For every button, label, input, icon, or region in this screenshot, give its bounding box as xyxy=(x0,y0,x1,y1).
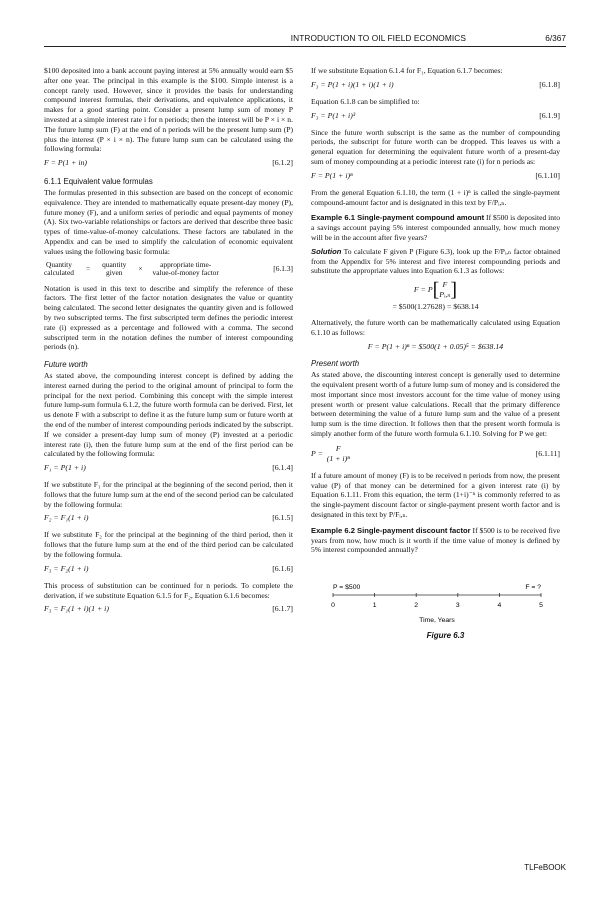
timeline-tick-label: 2 xyxy=(414,602,419,610)
equation-6-1-4: F₁ = P(1 + i) [6.1.4] xyxy=(44,463,293,473)
cash-flow-timeline xyxy=(311,581,560,629)
paragraph: Alternatively, the future worth can be mathematically calculated using Equation 6.1.10 as follows: xyxy=(311,317,560,337)
equation-6-1-11: P = F (1 + i)ⁿ [6.1.11] xyxy=(311,443,560,463)
subsection-heading: Future worth xyxy=(44,360,88,370)
paragraph: From the general Equation 6.1.10, the term (1 + i)ⁿ is called the single-payment compound-amount factor and is designated in this text by F/Pᵢ,ₙ. xyxy=(311,187,560,207)
page-number: 6/367 xyxy=(545,33,566,43)
paragraph: As stated above, the compounding interest concept is defined by adding the interest earned during the period to the original amount of principal to form the principal for the next period. Combining this concept with the simple interest future lump-sum formula 6.1.2, the future worth formula can be derived. First, let us denote F with a subscript to define it as the future lump sum or future worth at the end of the number of interest compounding periods indicated by the subscript. If we consider a present-day lump sum of money (P) invested at a periodic interest rate (i), then the future lump sum at the end of the first period can be calculated by the following formula: xyxy=(44,370,293,459)
solution: Solution To calculate F given P (Figure 6.3), look up the F/Pᵢ,ₙ factor obtained from the Appendix for 5% interest and five interest compounding periods and substitute the appropriate values into Equation 6.1.3 as follows: xyxy=(311,246,560,276)
solution-result: = $500(1.27628) = $638.14 xyxy=(392,302,479,312)
running-header xyxy=(44,32,566,47)
timeline-tick-label: 1 xyxy=(372,602,377,610)
footer-text: TLFeBOOK xyxy=(524,863,566,872)
timeline-tick-label: 0 xyxy=(331,602,335,610)
paragraph: This process of substitution can be continued for n periods. To complete the derivation, if we substitute Equation 6.1.5 for F₂, Equation 6.1.6 becomes: xyxy=(44,580,293,600)
f-label: F = ? xyxy=(525,584,541,592)
solution-equation: F = P [ F Pᵢ,ₙ ] xyxy=(413,279,458,302)
paragraph: If we substitute F₁ for the principal at the beginning of the second period, then it follows that the future lump sum at the end of the second period can be calculated by the following formula: xyxy=(44,480,293,509)
paragraph: Equation 6.1.8 can be simplified to: xyxy=(311,96,420,106)
paragraph: Notation is used in this text to describe and simplify the reference of these factors. The first letter of the factor notation designates the value or quantity being calculated. The second letter designates the quantity given and is followed by two subscripted terms. The first subscripted term defines the periodic interest rate (i) expressed as a percentage and followed with a comma. The second subscripted term in the notation defines the number of interest compounding periods (n). xyxy=(44,283,293,352)
right-column xyxy=(311,66,560,641)
timeline-tick-label: 5 xyxy=(539,602,543,610)
equation-6-1-10: F = P(1 + i)ⁿ [6.1.10] xyxy=(311,170,560,180)
subsection-heading: Present worth xyxy=(311,359,360,369)
equation-6-1-7: F₃ = F₁(1 + i)(1 + i) [6.1.7] xyxy=(44,604,293,614)
section-heading: 6.1.1 Equivalent value formulas xyxy=(44,177,153,187)
equation-6-1-8: F₃ = P(1 + i)(1 + i)(1 + i) [6.1.8] xyxy=(311,79,560,89)
equation-6-1-3: Quantity calculated = quantity given × appropriate time- value-of-money factor [6.1.3] xyxy=(44,259,293,278)
paragraph: If we substitute F₂ for the principal at the beginning of the third period, then it follows that the future lump sum at the end of the third period can be calculated by the following formula. xyxy=(44,530,293,560)
example-6-1: Example 6.1 Single-payment compound amount If $500 is deposited into a savings account paying 5% interest compounded annually, how much money will be in the account after five years? xyxy=(311,213,560,242)
paragraph: If a future amount of money (F) is to be received n periods from now, the present value (P) of that money can be determined for a given interest rate (i) by Equation 6.1.11. From this equation, the term (1+i)⁻ⁿ is commonly referred to as the single-payment discount factor or single-payment present worth factor and is designated in this text by P/Fᵢ,ₙ. xyxy=(311,470,560,519)
equation-6-1-6: F₃ = F₂(1 + i) [6.1.6] xyxy=(44,563,293,573)
alternative-equation: F = P(1 + i)ⁿ = $500(1 + 0.05)⁵ = $638.14 xyxy=(367,341,504,351)
timeline-tick-label: 3 xyxy=(455,602,460,610)
axis-label: Time, Years xyxy=(419,617,455,625)
timeline-tick-label: 4 xyxy=(497,602,502,610)
header-title: INTRODUCTION TO OIL FIELD ECONOMICS xyxy=(290,33,466,43)
p-label: P = $500 xyxy=(333,584,361,592)
paragraph: If we substitute Equation 6.1.4 for F₁, Equation 6.1.7 becomes: xyxy=(311,66,503,75)
paragraph: Since the future worth subscript is the same as the number of compounding periods, the subscript for future worth can be dropped. This leaves us with a general equation for determining the equivalent future worth of a present-day sum of money compounding at a periodic interest rate (i) for n periods as: xyxy=(311,127,560,166)
paragraph: $100 deposited into a bank account paying interest at 5% annually would earn $5 after one year. The principal in this example is the $100. Simple interest is a concept rarely used. However, since it provides the basis for understanding compound interest formulas, their derivations, and equivalence applications, it makes for a good starting point. Consider a present lump sum of money P invested at a simple interest rate i for n periods; then the interest will be P × i × n. The future lump sum (F) at the end of n periods will be the present lump sum (P) plus the interest (P × i × n). The future lump sum can be calculated using the following formula: xyxy=(44,66,293,154)
left-column xyxy=(44,66,293,621)
equation-6-1-2: F = P(1 + in) [6.1.2] xyxy=(44,158,293,168)
figure-caption: Figure 6.3 xyxy=(426,631,465,641)
equation-6-1-5: F₂ = F₁(1 + i) [6.1.5] xyxy=(44,513,293,523)
equation-6-1-9: F₃ = P(1 + i)³ [6.1.9] xyxy=(311,110,560,120)
paragraph: As stated above, the discounting interest concept is generally used to determine the equivalent present worth of a future lump sum of money and is considered the most important since most investors account for the time value of money using present worth or present value calculations. Recall that the primary difference between determining the value of a future lump sum and the value of a present lump sum is the time direction. It follows then that the present worth formula is simply another form of the future worth formula 6.1.10. Solving for P we get: xyxy=(311,370,560,438)
paragraph: The formulas presented in this subsection are based on the concept of economic equivalence. They are intended to mathematically equate present-day money (P), future money (F), and a uniform series of periodic and equal payments of money (A). Six two-variable relationships or factors are derived that describe three basic types of time-value-of-money calculations. These factors are tabulated in the Appendix and can be used to simplify the calculation of economic equivalent values using the following basic formula: xyxy=(44,187,293,256)
timeline-svg xyxy=(311,581,560,629)
example-6-2: Example 6.2 Single-payment discount factor If $500 is to be received five years from now, how much is it worth if the time value of money is defined by 5% interest compounded annually? xyxy=(311,525,560,555)
